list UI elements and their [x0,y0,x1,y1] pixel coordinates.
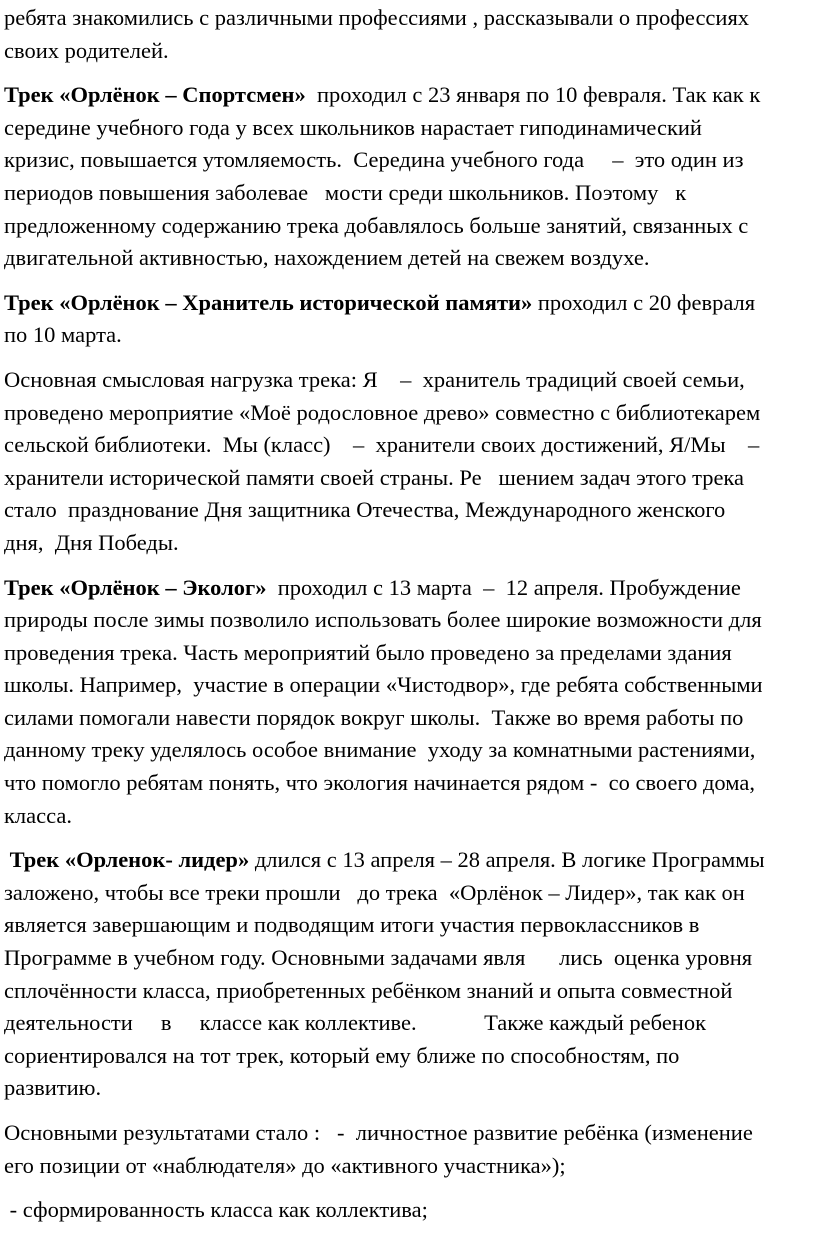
text-line: ребята знакомились с различными профессиями , рассказывали о профессиях [4,5,750,30]
text-line: своих родителей. [4,37,169,63]
text-line: сельской библиотеки. Мы (класс) – хранители своих достижений, Я/Мы – [4,432,760,458]
text-line [4,287,816,320]
text-line: сплочённости класса, приобретенных ребёнком знаний и опыта совместной [4,977,733,1003]
document-page [4,2,816,1239]
paragraph-track-ecologist [4,572,816,833]
paragraph-professions [4,2,816,67]
text-line [4,844,816,877]
text-line: данному треку уделялось особое внимание уходу за комнатными растениями, [4,737,756,763]
text-line: класса. [4,802,73,828]
text-line: Программе в учебном году. Основными задачами явля лись оценка уровня [4,945,753,971]
text-line: двигательной активностью, нахождением детей на свежем воздухе. [4,245,650,271]
text-line: школы. Например, участие в операции «Чистодвор», где ребята собственными [4,672,763,698]
text-line: что помогло ребятам понять, что экология начинается рядом - со своего дома, [4,770,755,796]
text-line: Основными результатами стало : - личностное развитие ребёнка (изменение [4,1120,753,1145]
text-line: развитию. [4,1075,102,1101]
text-line: кризис, повышается утомляемость. Середина учебного года – это один из [4,147,744,173]
text-run: проходил с 20 февраля [532,289,756,315]
text-line: проведения трека. Часть мероприятий было проведено за пределами здания [4,639,732,665]
track-title-sportsman: Трек «Орлёнок – Спортсмен» [4,82,306,108]
text-line: - сформированность класса как коллектива; [4,1197,428,1223]
text-line: сориентировался на тот трек, который ему ближе по способностям, по [4,1042,680,1068]
text-line: стало празднование Дня защитника Отечества, Международного женского [4,497,726,523]
paragraph-track-leader [4,844,816,1105]
paragraph-results [4,1117,816,1182]
text-line: периодов повышения заболевае мости среди школьников. Поэтому к [4,179,687,205]
text-line: заложено, чтобы все треки прошли до трека «Орлёнок – Лидер», так как он [4,879,745,905]
paragraph-track-history-keeper [4,287,816,352]
track-title-leader: Трек «Орленок- лидер» [4,847,250,873]
text-line: дня, Дня Победы. [4,529,179,555]
text-line: природы после зимы позволило использовать более широкие возможности для [4,607,762,633]
text-run: проходил с 13 марта – 12 апреля. Пробуждение [266,574,741,600]
text-line: его позиции от «наблюдателя» до «активного участника»); [4,1152,566,1178]
text-line [4,79,816,112]
track-title-history-keeper: Трек «Орлёнок – Хранитель исторической памяти» [4,289,533,315]
text-line: по 10 марта. [4,322,122,348]
text-line: середине учебного года у всех школьников нарастает гиподинамический [4,114,702,140]
text-line: является завершающим и подводящим итоги участия первоклассников в [4,912,700,938]
paragraph-result-item [4,1194,816,1227]
text-line [4,572,816,605]
text-line: Основная смысловая нагрузка трека: Я – хранитель традиций своей семьи, [4,366,745,392]
paragraph-history-details [4,364,816,560]
text-line: хранители исторической памяти своей страны. Ре шением задач этого трека [4,464,745,490]
text-line: силами помогали навести порядок вокруг школы. Также во время работы по [4,704,744,730]
track-title-ecologist: Трек «Орлёнок – Эколог» [4,574,267,600]
paragraph-track-sportsman [4,79,816,275]
text-run: длился с 13 апреля – 28 апреля. В логике Программы [249,847,765,873]
text-line: проведено мероприятие «Моё родословное древо» совместно с библиотекарем [4,399,761,425]
text-line: деятельности в классе как коллективе. Также каждый ребенок [4,1010,707,1036]
text-run: проходил с 23 января по 10 февраля. Так как к [305,82,761,108]
text-line: предложенному содержанию трека добавлялось больше занятий, связанных с [4,212,749,238]
